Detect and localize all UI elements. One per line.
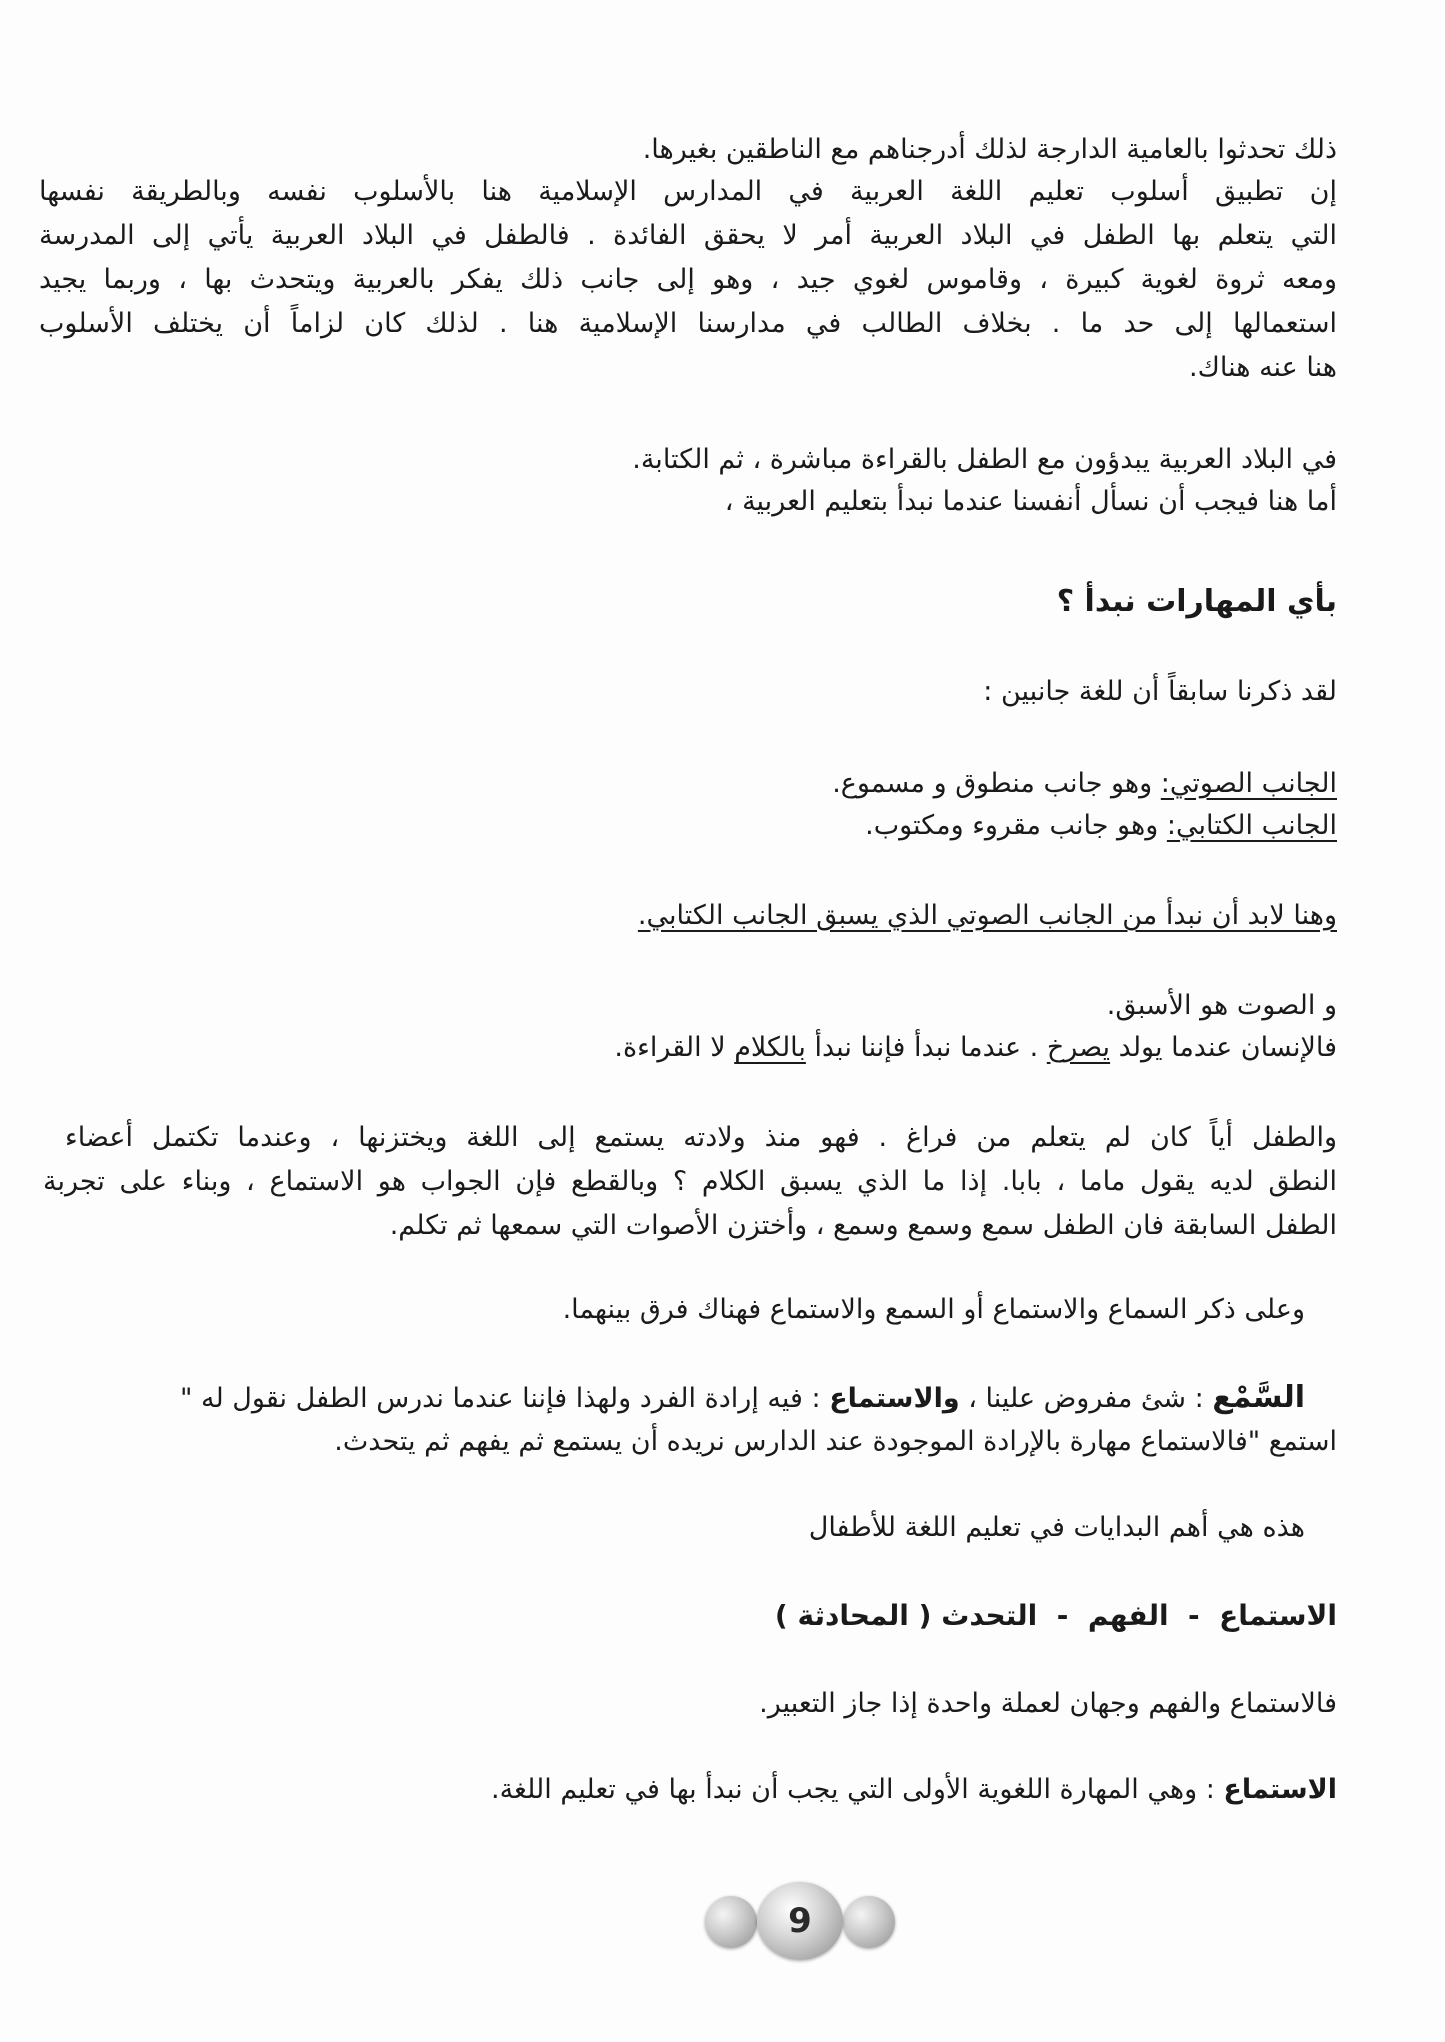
page-number: 9 xyxy=(788,1901,812,1941)
voice-line-2 xyxy=(614,1030,1337,1066)
definition-term-hearing: السَّمْع xyxy=(1212,1380,1305,1415)
paragraph-1-line-5: استعمالها إلى حد ما . بخلاف الطالب في مدارسنا الإسلامية هنا . لذلك كان لزاماً أن يختلف الأسلوب xyxy=(39,308,1337,339)
paragraph-2-line-1: في البلاد العربية يبدؤون مع الطفل بالقراءة مباشرة ، ثم الكتابة. xyxy=(632,444,1337,475)
voice-line-1: و الصوت هو الأسبق. xyxy=(1106,990,1337,1021)
child-paragraph-line-1: والطفل أياً كان لم يتعلم من فراغ . فهو منذ ولادته يستمع إلى اللغة ويختزنها ، وعندما تكتمل أعضاء xyxy=(65,1122,1337,1153)
child-paragraph-line-2: النطق لديه يقول ماما ، بابا. إذا ما الذي يسبق الكلام ؟ وبالقطع فإن الجواب هو الاستماع ، وبناء على تجربة xyxy=(43,1166,1337,1197)
voice-line-2-part-1: فالإنسان عندما يولد xyxy=(1110,1032,1337,1063)
definition-text-2: : فيه إرادة الفرد ولهذا فإننا عندما ندرس الطفل نقول له " xyxy=(180,1383,830,1414)
section-heading: بأي المهارات نبدأ ؟ xyxy=(1056,584,1337,619)
paragraph-2-line-2: أما هنا فيجب أن نسأل أنفسنا عندما نبدأ بتعليم العربية ، xyxy=(724,486,1337,517)
paragraph-1-line-1: ذلك تحدثوا بالعامية الدارجة لذلك أدرجناهم مع الناطقين بغيرها. xyxy=(642,134,1337,165)
start-statement: وهنا لابد أن نبدأ من الجانب الصوتي الذي يسبق الجانب الكتابي. xyxy=(637,900,1337,931)
aspect-phonetic xyxy=(832,766,1337,802)
page-number-ornament xyxy=(705,1882,895,1956)
aspect-written-term: الجانب الكتابي: xyxy=(1166,810,1337,841)
beginnings-sentence: هذه هي أهم البدايات في تعليم اللغة للأطفال xyxy=(808,1512,1305,1543)
listening-term: الاستماع xyxy=(1223,1774,1337,1805)
two-faces-sentence: فالاستماع والفهم وجهان لعملة واحدة إذا جاز التعبير. xyxy=(759,1688,1337,1719)
aspect-phonetic-description: وهو جانب منطوق و مسموع. xyxy=(832,768,1161,799)
paragraph-1-line-4: ومعه ثروة لغوية كبيرة ، وقاموس لغوي جيد ، وهو إلى جانب ذلك يفكر بالعربية ويتحدث بها ، وربما يجيد xyxy=(39,264,1337,295)
definition-term-listening: والاستماع xyxy=(829,1383,960,1414)
definition-line-2: استمع "فالاستماع مهارة بالإرادة الموجودة عند الدارس نريده أن يستمع ثم يفهم ثم يتحدث. xyxy=(334,1426,1337,1457)
aspect-written-description: وهو جانب مقروء ومكتوب. xyxy=(865,810,1167,841)
voice-underlined-scream: يصرخ xyxy=(1046,1032,1111,1063)
aspect-phonetic-term: الجانب الصوتي: xyxy=(1160,768,1337,799)
ornament-left-sphere xyxy=(705,1896,757,1948)
aspect-written xyxy=(865,808,1337,844)
child-paragraph-line-3: الطفل السابقة فان الطفل سمع وسمع وسمع ، وأختزن الأصوات التي سمعها ثم تكلم. xyxy=(389,1210,1337,1241)
definition-text-1: : شئ مفروض علينا ، xyxy=(959,1383,1213,1414)
difference-sentence: وعلى ذكر السماع والاستماع أو السمع والاستماع فهناك فرق بينهما. xyxy=(562,1294,1305,1325)
paragraph-1-line-2: إن تطبيق أسلوب تعليم اللغة العربية في المدارس الإسلامية هنا بالأسلوب نفسه وبالطريقة نفسها xyxy=(39,176,1337,207)
listening-definition xyxy=(491,1772,1337,1808)
paragraph-1-line-3: التي يتعلم بها الطفل في البلاد العربية أمر لا يحقق الفائدة . فالطفل في البلاد العربية يأتي إلى المدرسة xyxy=(39,220,1337,251)
ornament-right-sphere xyxy=(843,1896,895,1948)
skills-sequence: الاستماع - الفهم - التحدث ( المحادثة ) xyxy=(774,1599,1337,1632)
definition-line-1 xyxy=(180,1380,1305,1417)
intro-sentence: لقد ذكرنا سابقاً أن للغة جانبين : xyxy=(983,676,1337,707)
voice-line-2-part-3: لا القراءة. xyxy=(614,1032,735,1063)
paragraph-1-line-6: هنا عنه هناك. xyxy=(1189,352,1337,383)
listening-definition-text: : وهي المهارة اللغوية الأولى التي يجب أن نبدأ بها في تعليم اللغة. xyxy=(490,1774,1224,1805)
voice-line-2-part-2: . عندما نبدأ فإننا نبدأ xyxy=(805,1032,1047,1063)
voice-underlined-speech: بالكلام xyxy=(734,1032,806,1063)
